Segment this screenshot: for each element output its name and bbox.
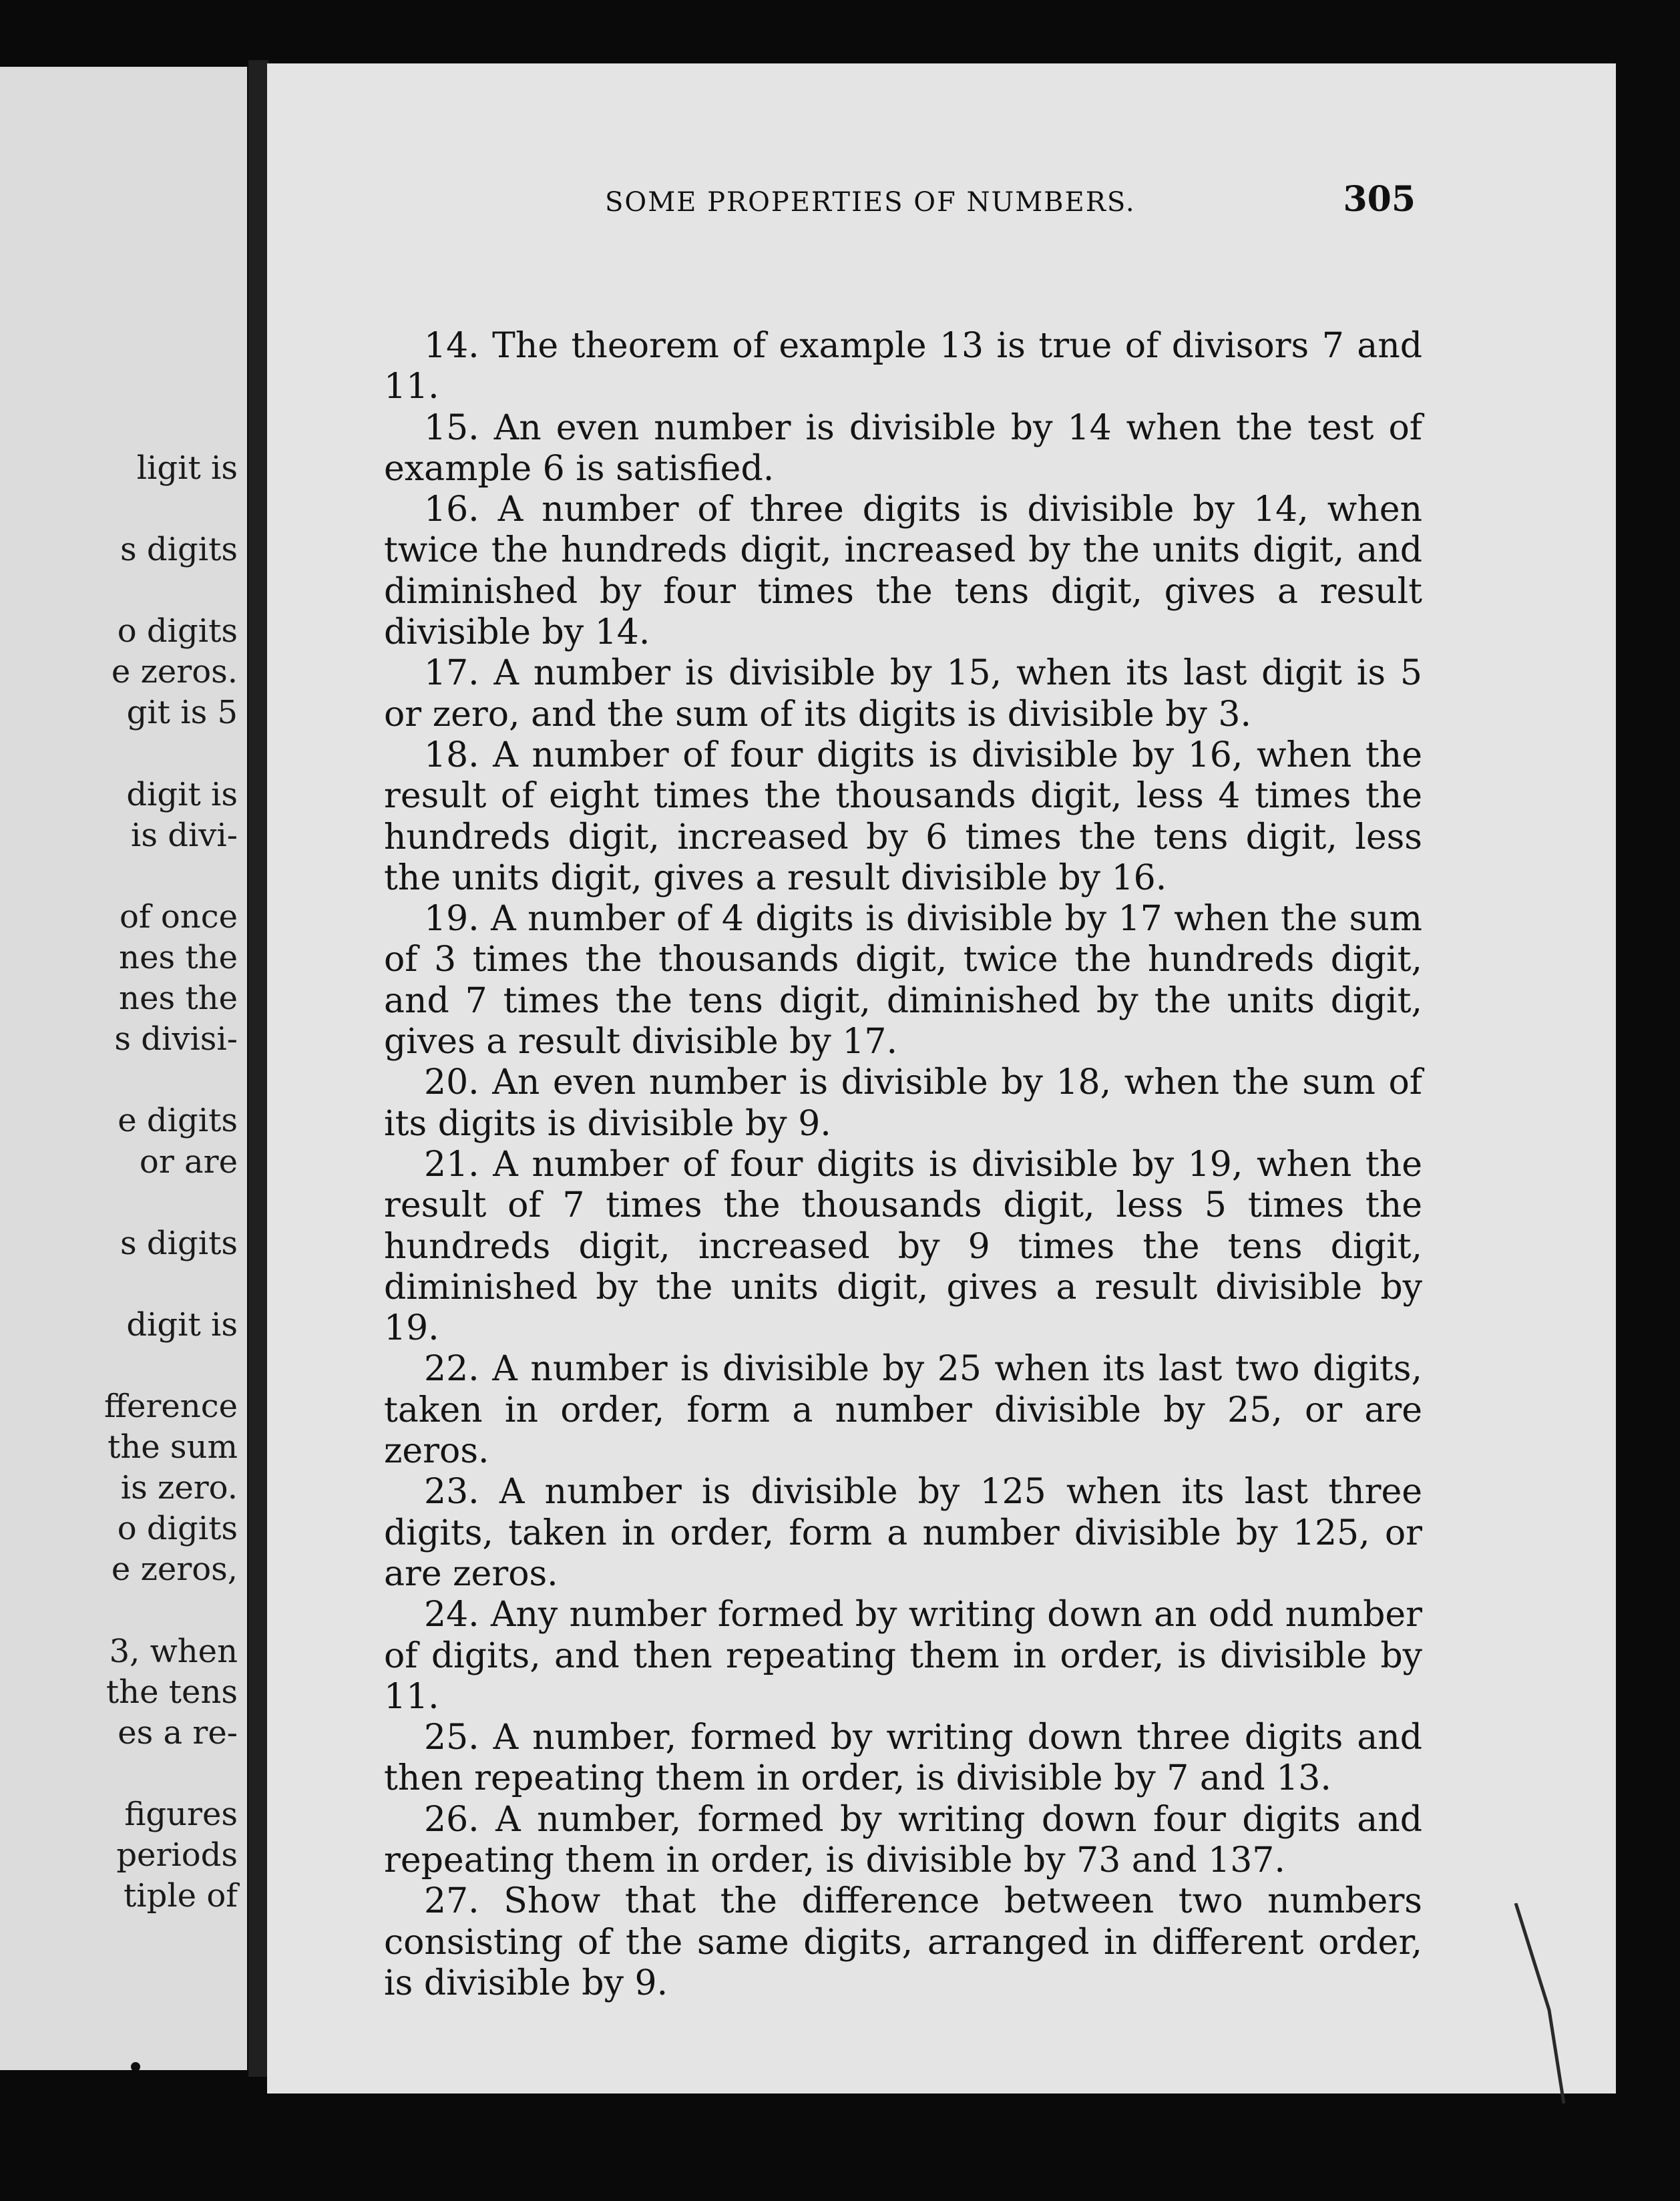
page-scratch-mark bbox=[1509, 1903, 1569, 2104]
left-page-line: is divi- bbox=[130, 817, 238, 854]
left-page-line: es a re- bbox=[118, 1714, 238, 1752]
left-page-line: nes the bbox=[119, 980, 238, 1017]
exercise-paragraph: 27. Show that the difference between two numbers consisting of the same digits, arranged in different order, is divisible by 9. bbox=[384, 1881, 1422, 2003]
left-page-line: the tens bbox=[106, 1673, 238, 1711]
left-page-line: o digits bbox=[117, 612, 238, 650]
exercise-paragraph: 21. A number of four digits is divisible by 19, when the result of 7 times the thousands digit, less 5 times the hundreds digit, increased by 9 times the tens digit, diminished by the units digit, gives a result divisible by 19. bbox=[384, 1144, 1422, 1349]
left-page-line: s digits bbox=[120, 1225, 238, 1262]
exercise-paragraph: 17. A number is divisible by 15, when its last digit is 5 or zero, and the sum of its digits is divisible by 3. bbox=[384, 653, 1422, 735]
left-page-line: the sum bbox=[108, 1428, 238, 1466]
ink-dot bbox=[131, 2062, 140, 2070]
left-page-line: s divisi- bbox=[114, 1020, 238, 1058]
left-page-line: or are bbox=[139, 1143, 238, 1181]
exercise-paragraph: 24. Any number formed by writing down an odd number of digits, and then repeating them in order, is divisible by 11. bbox=[384, 1595, 1422, 1717]
exercise-list bbox=[384, 326, 1422, 2004]
exercise-paragraph: 19. A number of 4 digits is divisible by 17 when the sum of 3 times the thousands digit, twice the hundreds digit, and 7 times the tens digit, diminished by the units digit, gives a result divisible by 17. bbox=[384, 899, 1422, 1062]
left-page-fragment bbox=[0, 67, 247, 2070]
left-page-line: fference bbox=[103, 1388, 238, 1425]
page-header bbox=[334, 179, 1416, 232]
left-page-line: is zero. bbox=[120, 1469, 238, 1507]
left-page-line: digit is bbox=[126, 776, 238, 813]
exercise-paragraph: 22. A number is divisible by 25 when its last two digits, taken in order, form a number divisible by 25, or are zeros. bbox=[384, 1349, 1422, 1472]
exercise-paragraph: 16. A number of three digits is divisible by 14, when twice the hundreds digit, increased by the units digit, and diminished by four times the tens digit, gives a result divisible by 14. bbox=[384, 489, 1422, 653]
left-page-line: tiple of bbox=[123, 1877, 238, 1915]
left-page-line: s digits bbox=[120, 531, 238, 568]
exercise-paragraph: 14. The theorem of example 13 is true of divisors 7 and 11. bbox=[384, 326, 1422, 407]
exercise-paragraph: 20. An even number is divisible by 18, when the sum of its digits is divisible by 9. bbox=[384, 1062, 1422, 1144]
left-page-line: ligit is bbox=[136, 449, 238, 487]
left-page-line: git is 5 bbox=[126, 694, 238, 731]
exercise-paragraph: 15. An even number is divisible by 14 when the test of example 6 is satisfied. bbox=[384, 407, 1422, 489]
left-page-line: e zeros, bbox=[111, 1551, 238, 1588]
left-page-line: of once bbox=[119, 898, 238, 936]
left-page-line: e zeros. bbox=[111, 653, 238, 690]
exercise-paragraph: 26. A number, formed by writing down four digits and repeating them in order, is divisible by 73 and 137. bbox=[384, 1799, 1422, 1880]
left-page-line: figures bbox=[124, 1796, 238, 1833]
running-head: SOME PROPERTIES OF NUMBERS. bbox=[605, 187, 1136, 218]
left-page-line: e digits bbox=[118, 1102, 238, 1139]
left-page-line: periods bbox=[116, 1836, 238, 1874]
left-page-line: 3, when bbox=[109, 1633, 238, 1670]
left-page-line: nes the bbox=[119, 939, 238, 976]
book-gutter bbox=[248, 60, 268, 2077]
left-page-line: o digits bbox=[117, 1510, 238, 1547]
left-page-line: digit is bbox=[126, 1306, 238, 1344]
exercise-paragraph: 25. A number, formed by writing down three digits and then repeating them in order, is divisible by 7 and 13. bbox=[384, 1718, 1422, 1799]
page-number: 305 bbox=[1343, 179, 1416, 220]
exercise-paragraph: 18. A number of four digits is divisible by 16, when the result of eight times the thousands digit, less 4 times the hundreds digit, increased by 6 times the tens digit, less the units digit, gives a result divisible by 16. bbox=[384, 735, 1422, 898]
exercise-paragraph: 23. A number is divisible by 125 when its last three digits, taken in order, form a number divisible by 125, or are zeros. bbox=[384, 1472, 1422, 1594]
